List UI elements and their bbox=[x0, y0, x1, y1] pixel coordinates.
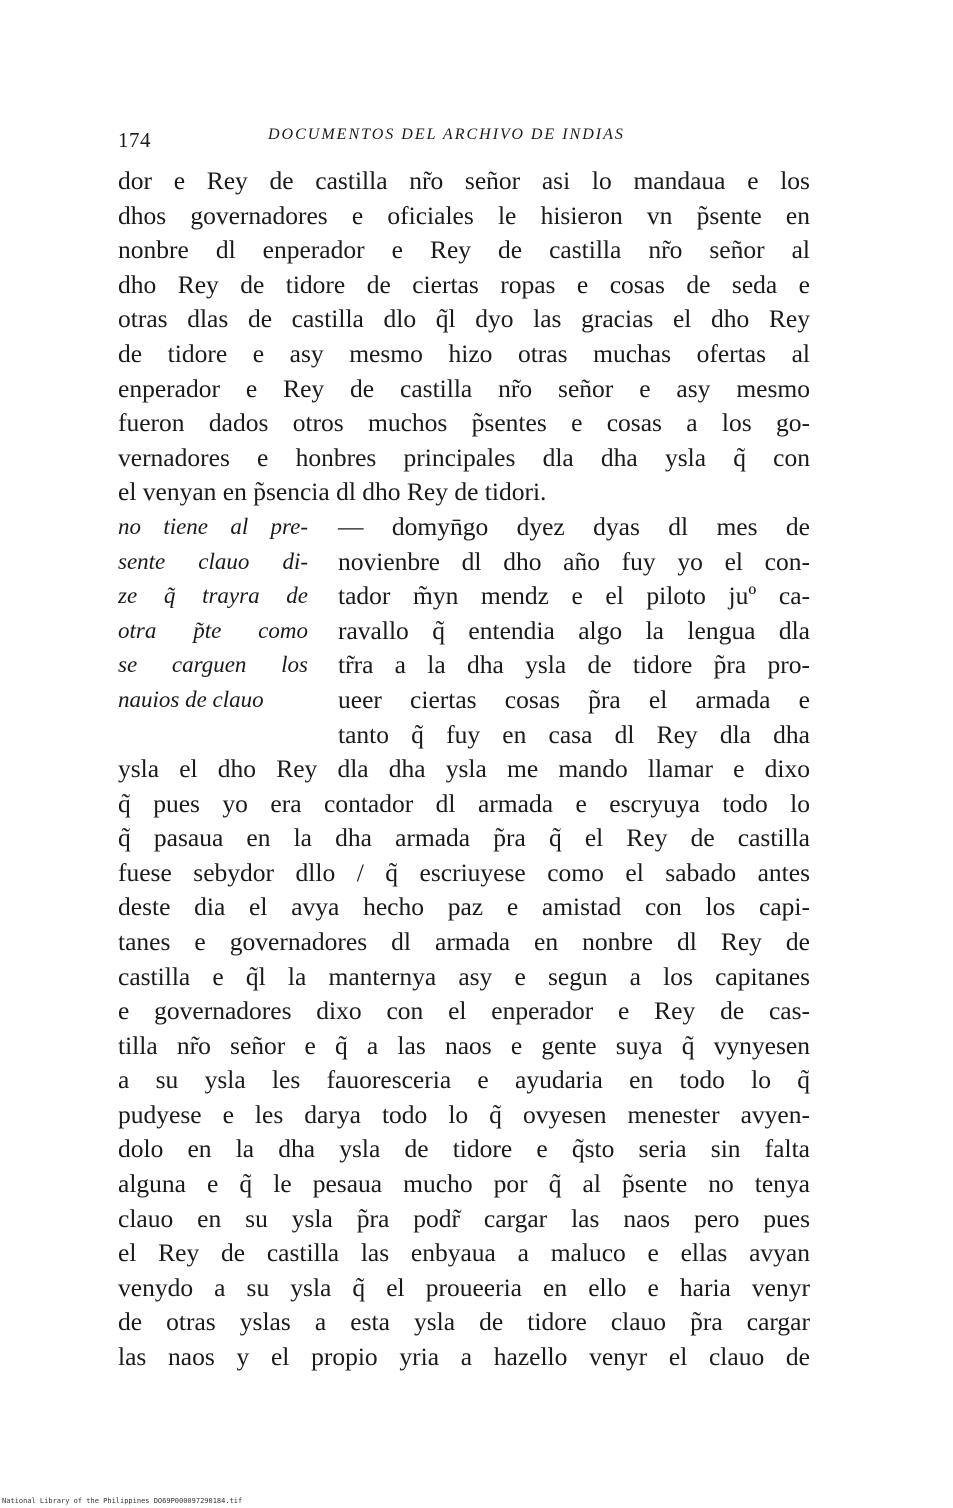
text-line: castilla e q̃l la manternya asy e segun a los capitanes bbox=[118, 961, 810, 991]
text-line: a su ysla les fauoresceria e ayudaria en todo lo q̃ bbox=[118, 1065, 810, 1095]
side-note-line: no tiene al pre- bbox=[118, 513, 308, 539]
text-line: fuese sebydor dllo / q̃ escriuyese como el sabado antes bbox=[118, 857, 810, 887]
side-note-line: sente clauo di- bbox=[118, 548, 308, 574]
text-line: tanto q̃ fuy en casa dl Rey dla dha bbox=[338, 719, 810, 749]
text-line: enperador e Rey de castilla nr̃o señor e asy mesmo bbox=[118, 373, 810, 403]
text-line: tador m̃yn mendz e el piloto juº ca- bbox=[338, 581, 810, 611]
paragraph-2-full bbox=[118, 752, 810, 1375]
side-note-line: otra p̃te como bbox=[118, 617, 308, 643]
text-line: el Rey de castilla las enbyaua a maluco e ellas avyan bbox=[118, 1238, 810, 1268]
text-line: clauo en su ysla p̃ra podr̃ cargar las naos pero pues bbox=[118, 1203, 810, 1233]
body-text bbox=[118, 164, 810, 1375]
page-header bbox=[118, 124, 808, 154]
text-line: ravallo q̃ entendia algo la lengua dla bbox=[338, 615, 810, 645]
side-note-line: se carguen los bbox=[118, 652, 308, 678]
text-line: pudyese e les darya todo lo q̃ ovyesen menester avyen- bbox=[118, 1099, 810, 1129]
text-line: alguna e q̃ le pesaua mucho por q̃ al p̃sente no tenya bbox=[118, 1169, 810, 1199]
text-line: vernadores e honbres principales dla dha ysla q̃ con bbox=[118, 442, 810, 472]
text-line: deste dia el avya hecho paz e amistad con los capi- bbox=[118, 892, 810, 922]
text-line: e governadores dixo con el enperador e Rey de cas- bbox=[118, 996, 810, 1026]
text-line: dho Rey de tidore de ciertas ropas e cosas de seda e bbox=[118, 269, 810, 299]
text-line: novienbre dl dho año fuy yo el con- bbox=[338, 546, 810, 576]
paragraph-2-indented bbox=[338, 510, 810, 752]
text-line: otras dlas de castilla dlo q̃l dyo las gracias el dho Rey bbox=[118, 304, 810, 334]
side-note bbox=[118, 510, 308, 718]
text-line: de otras yslas a esta ysla de tidore clauo p̃ra cargar bbox=[118, 1307, 810, 1337]
text-line: ueer ciertas cosas p̃ra el armada e bbox=[338, 684, 810, 714]
text-line: fueron dados otros muchos p̃sentes e cosas a los go- bbox=[118, 408, 810, 438]
text-line: venydo a su ysla q̃ el proueeria en ello e haria venyr bbox=[118, 1272, 810, 1302]
text-line: — domyn̄go dyez dyas dl mes de bbox=[338, 511, 810, 541]
text-line: de tidore e asy mesmo hizo otras muchas ofertas al bbox=[118, 338, 810, 368]
text-line: tr̃ra a la dha ysla de tidore p̃ra pro- bbox=[338, 650, 810, 680]
text-line: q̃ pasaua en la dha armada p̃ra q̃ el Rey de castilla bbox=[118, 823, 810, 853]
text-line: dhos governadores e oficiales le hisieron vn p̃sente en bbox=[118, 200, 810, 230]
marginal-block bbox=[118, 510, 810, 752]
page-number: 174 bbox=[118, 128, 151, 152]
text-line: tanes e governadores dl armada en nonbre dl Rey de bbox=[118, 926, 810, 956]
scan-footer-stamp: National Library of the Philippines DO69P000097290184.tif bbox=[2, 1497, 243, 1505]
text-line: nonbre dl enperador e Rey de castilla nr̃o señor al bbox=[118, 235, 810, 265]
text-line: tilla nr̃o señor e q̃ a las naos e gente suya q̃ vynyesen bbox=[118, 1030, 810, 1060]
text-line: ysla el dho Rey dla dha ysla me mando llamar e dixo bbox=[118, 753, 810, 783]
text-line: el venyan en p̃sencia dl dho Rey de tidori. bbox=[118, 477, 547, 507]
paragraph-1 bbox=[118, 164, 810, 510]
running-head: DOCUMENTOS DEL ARCHIVO DE INDIAS bbox=[268, 126, 625, 143]
text-line: dolo en la dha ysla de tidore e q̃sto seria sin falta bbox=[118, 1134, 810, 1164]
text-line: q̃ pues yo era contador dl armada e escryuya todo lo bbox=[118, 788, 810, 818]
text-line: las naos y el propio yria a hazello venyr el clauo de bbox=[118, 1342, 810, 1372]
text-line: dor e Rey de castilla nr̃o señor asi lo mandaua e los bbox=[118, 166, 810, 195]
side-note-line: ze q̃ trayra de bbox=[118, 583, 308, 609]
side-note-line: nauios de clauo bbox=[118, 686, 264, 712]
